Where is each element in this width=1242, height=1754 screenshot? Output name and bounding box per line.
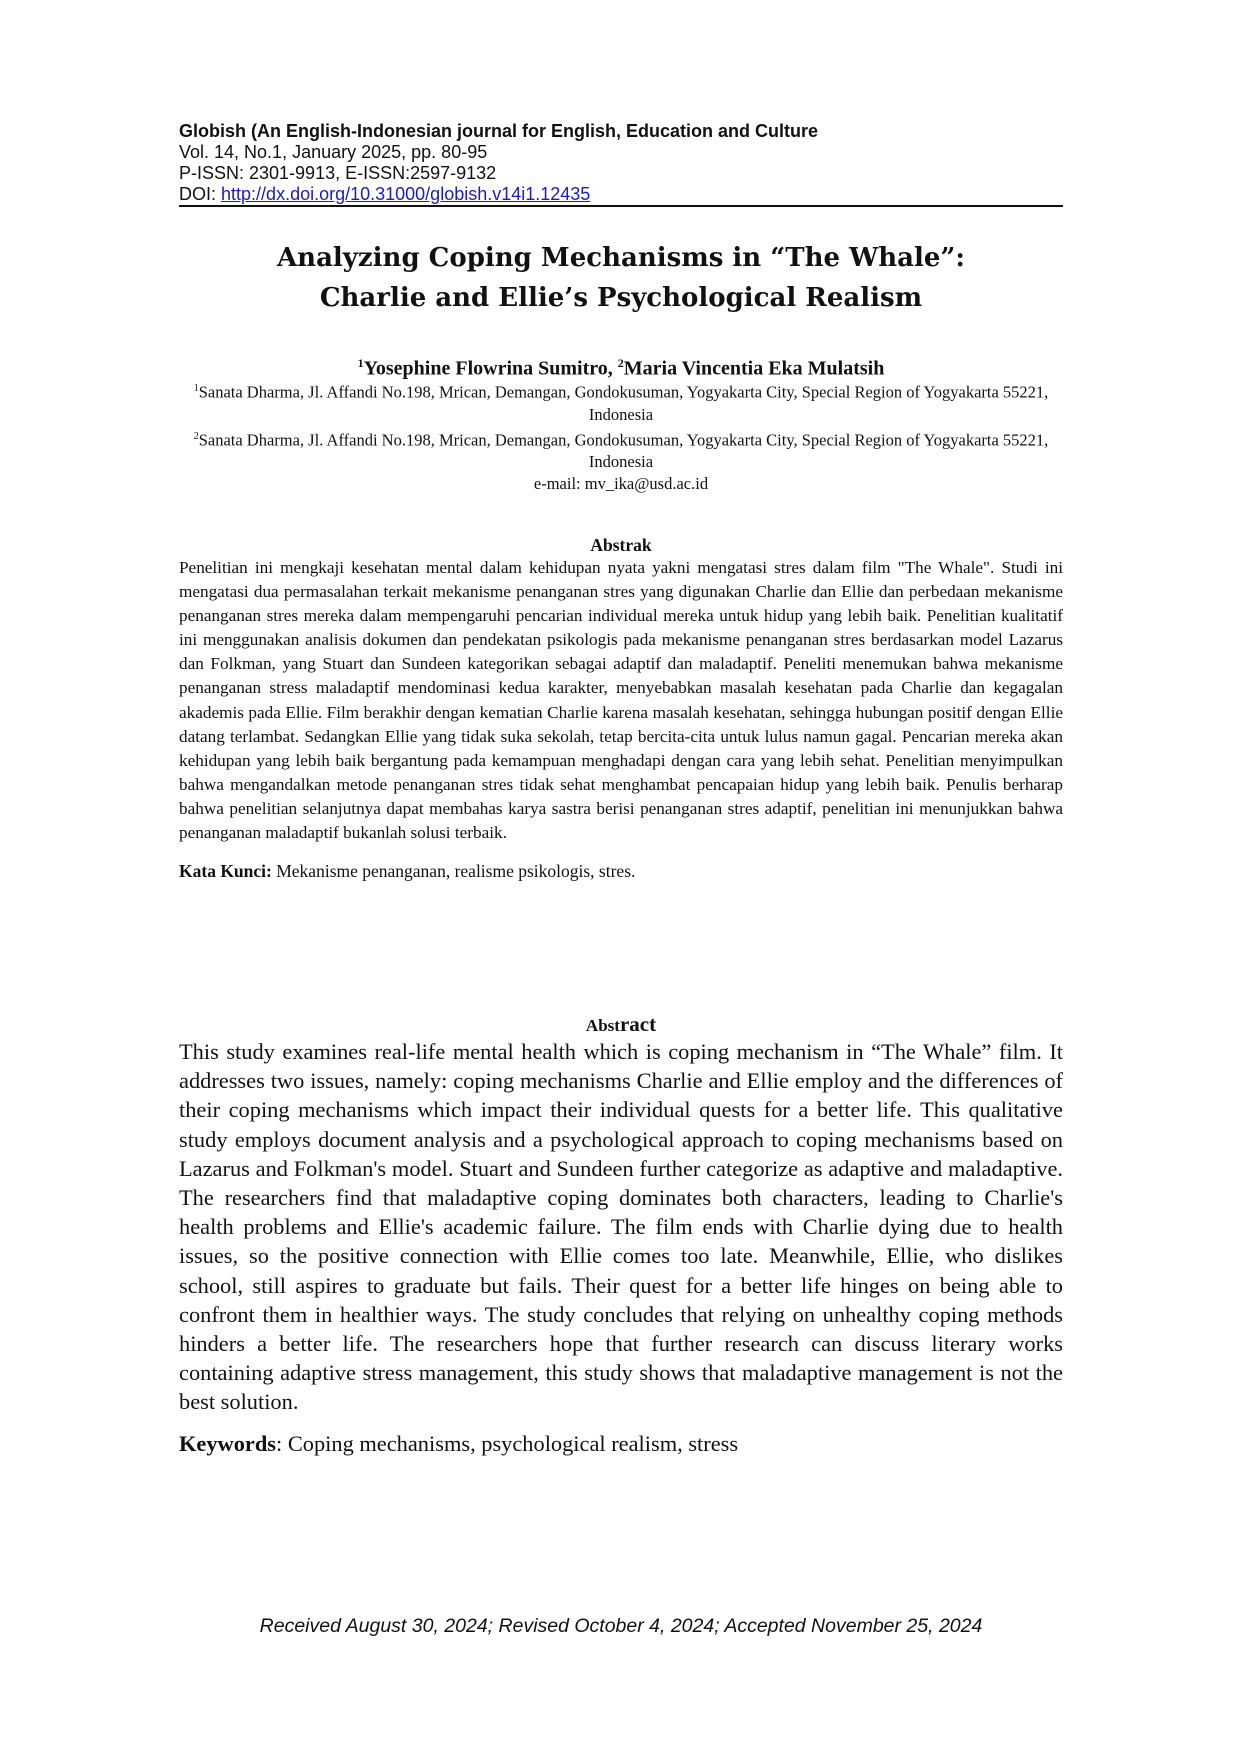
keywords-label: Keywords — [179, 1430, 277, 1456]
journal-issn: P-ISSN: 2301-9913, E-ISSN:2597-9132 — [179, 163, 497, 183]
journal-doi — [179, 184, 1063, 207]
journal-title: Globish (An English-Indonesian journal for English, Education and Culture — [179, 121, 819, 141]
affiliations — [179, 378, 1063, 495]
affiliation-2-number: 2 — [193, 430, 199, 442]
kata-kunci — [179, 859, 1063, 883]
abstract-heading — [179, 1013, 1063, 1037]
abstrak-heading: Abstrak — [590, 535, 652, 555]
author-2-name: Maria Vincentia Eka Mulatsih — [623, 357, 885, 380]
abstrak-text: Penelitian ini mengkaji kesehatan mental dalam kehidupan nyata yakni mengatasi stres dalam film "The Whale". Studi ini mengatasi dua permasalahan terkait mekanisme penanganan stres yang digunakan Charlie dan Ellie dan perbedaan mekanisme penanganan stres mereka dalam mempengaruhi pencarian individual mereka untuk hidup yang lebih baik. Penelitian kualitatif ini menggunakan analisis dokumen dan pendekatan psikologis pada mekanisme penanganan stres berdasarkan model Lazarus dan Folkman, yang Stuart dan Sundeen kategorikan sebagai adaptif dan maladaptif. Peneliti menemukan bahwa mekanisme penanganan stress maladaptif mendominasi kedua karakter, menyebabkan masalah kesehatan pada Charlie dan kegagalan akademis pada Ellie. Film berakhir dengan kematian Charlie karena masalah kesehatan, sehingga hubungan positif dengan Ellie datang terlambat. Sedangkan Ellie yang tidak suka sekolah, tetap bercita-cita untuk lulus namun gagal. Pencarian mereka akan kehidupan yang lebih baik bergantung pada kemampuan menghadapi dengan cara yang lebih sehat. Penelitian menyimpulkan bahwa mengandalkan metode penanganan stres tidak sehat menghambat pencapaian hidup yang lebih baik. Penulis berharap bahwa penelitian selanjutnya dapat membahas karya sastra berisi penanganan stres adaptif, penelitian ini menunjukkan bahwa penanganan maladaptif bukanlah solusi terbaik. — [179, 558, 1063, 843]
abstract-section — [179, 1013, 1063, 1459]
author-2-number: 2 — [617, 356, 624, 370]
author-1-name: Yosephine Flowrina Sumitro, — [363, 357, 618, 380]
affiliation-2-text: Sanata Dharma, Jl. Affandi No.198, Mrican, Demangan, Gondokusuman, Yogyakarta City, Special Region of Yogyakarta 55221, Indonesia — [198, 430, 1049, 471]
affiliation-2 — [179, 426, 1063, 474]
keywords-text: : Coping mechanisms, psychological realism, stress — [276, 1430, 739, 1456]
abstract-heading-part1: Abst — [585, 1016, 620, 1035]
affiliation-1 — [179, 378, 1063, 426]
abstract-heading-part2: ract — [619, 1012, 657, 1036]
abstract-text: This study examines real-life mental health which is coping mechanism in “The Whale” film. It addresses two issues, namely: coping mechanisms Charlie and Ellie employ and the differences of their coping mechanisms which impact their individual quests for a better life. This qualitative study employs document analysis and a psychological approach to coping mechanisms based on Lazarus and Folkman's model. Stuart and Sundeen further categorize as adaptive and maladaptive. The researchers find that maladaptive coping dominates both characters, leading to Charlie's health problems and Ellie's academic failure. The film ends with Charlie dying due to health issues, so the positive connection with Ellie comes too late. Meanwhile, Ellie, who dislikes school, still aspires to graduate but fails. Their quest for a better life hinges on being able to confront them in healthier ways. The study concludes that relying on unhealthy coping methods hinders a better life. The researchers hope that further research can discuss literary works containing adaptive stress management, this study shows that maladaptive management is not the best solution. — [179, 1039, 1063, 1415]
journal-volume: Vol. 14, No.1, January 2025, pp. 80-95 — [179, 142, 488, 162]
title-line-2: Charlie and Ellie’s Psychological Realism — [319, 283, 923, 313]
article-title — [179, 238, 1063, 318]
received-dates: Received August 30, 2024; Revised October 4, 2024; Accepted November 25, 2024 — [259, 1615, 983, 1637]
doi-label: DOI: — [179, 184, 217, 204]
author-email: e-mail: mv_ika@usd.ac.id — [533, 474, 709, 493]
title-line-1: Analyzing Coping Mechanisms in “The Whale”: — [277, 243, 965, 273]
abstrak-section — [179, 534, 1063, 883]
doi-link[interactable]: http://dx.doi.org/10.31000/globish.v14i1.12435 — [221, 184, 591, 204]
journal-header — [179, 121, 1063, 207]
author-1-number: 1 — [357, 356, 364, 370]
kata-kunci-label: Kata Kunci: — [179, 861, 272, 882]
affiliation-1-text: Sanata Dharma, Jl. Affandi No.198, Mrican, Demangan, Gondokusuman, Yogyakarta City, Special Region of Yogyakarta 55221, Indonesia — [198, 382, 1049, 424]
author-list — [179, 351, 1063, 381]
affiliation-1-number: 1 — [193, 383, 199, 394]
keywords — [179, 1429, 1063, 1459]
kata-kunci-text: Mekanisme penanganan, realisme psikologis, stres. — [271, 861, 636, 882]
